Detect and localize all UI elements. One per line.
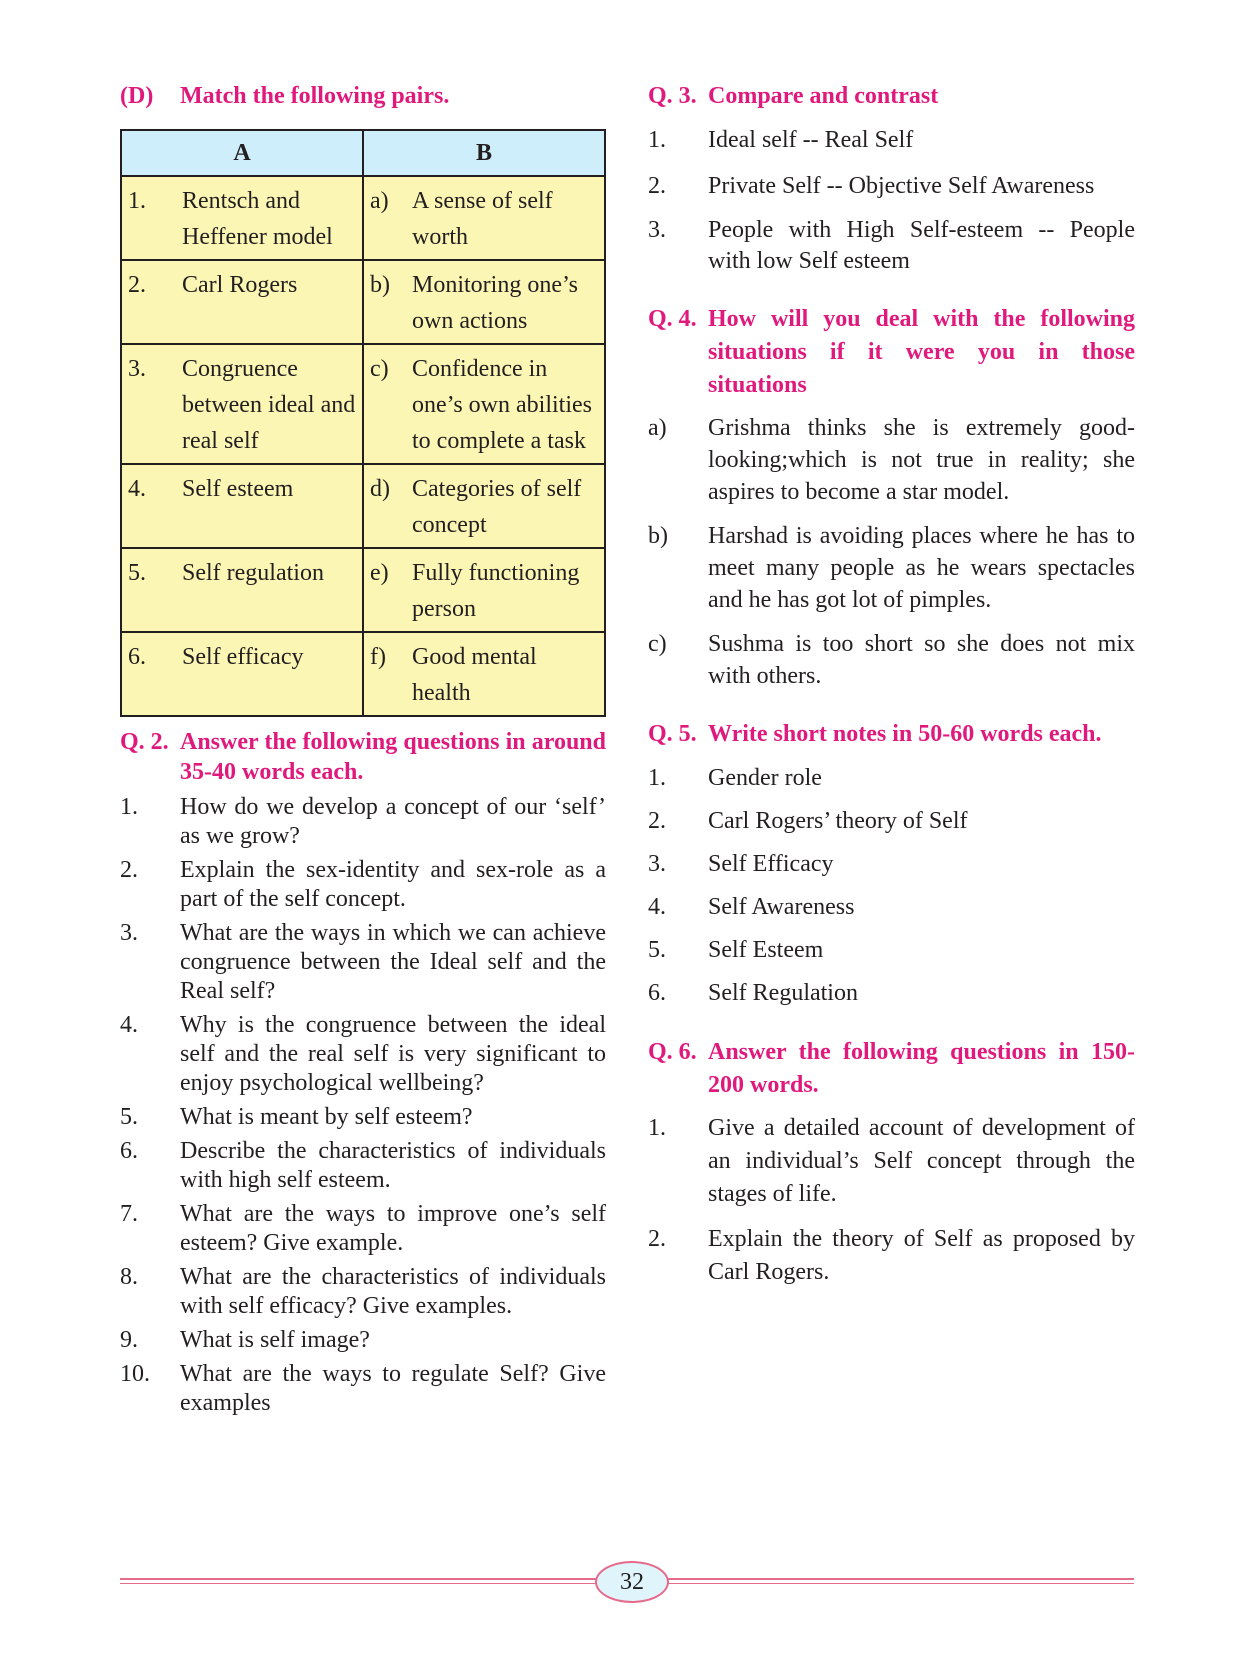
- list-item: [120, 919, 606, 1006]
- item-text: How do we develop a concept of our ‘self’ as we grow?: [180, 794, 606, 849]
- item-number: 7.: [120, 1201, 138, 1227]
- item-number: b): [648, 523, 668, 549]
- list-item: [648, 628, 1135, 692]
- item-text: Harshad is avoiding places where he has to meet many people as he wears spectacles and he has got lot of pimples.: [708, 523, 1135, 613]
- cell-b-text: A sense of self worth: [412, 188, 553, 250]
- list-item: [120, 1326, 606, 1355]
- q6-heading: [648, 1036, 1135, 1102]
- list-item: [648, 1112, 1135, 1211]
- list-item: [120, 1137, 606, 1195]
- q3-number: Q. 3.: [648, 83, 697, 109]
- item-text: Explain the theory of Self as proposed by Carl Rogers.: [708, 1226, 1135, 1285]
- q6-list: [648, 1112, 1135, 1289]
- table-cell-a: [121, 464, 363, 548]
- list-item: [120, 1263, 606, 1321]
- cell-b-text: Confidence in one’s own abilities to complete a task: [412, 356, 592, 454]
- item-number: 5.: [648, 937, 666, 963]
- q5-number: Q. 5.: [648, 721, 697, 747]
- list-item: [648, 169, 1135, 203]
- item-text: Self Awareness: [708, 894, 855, 920]
- cell-b-letter: b): [370, 272, 390, 298]
- cell-a-number: 4.: [128, 476, 146, 502]
- list-item: [648, 520, 1135, 616]
- item-number: 4.: [648, 894, 666, 920]
- item-number: 2.: [648, 808, 666, 834]
- item-text: Give a detailed account of development of an individual’s Self concept through the stages of life.: [708, 1115, 1135, 1207]
- section-d-title: Match the following pairs.: [180, 83, 450, 109]
- cell-a-text: Self regulation: [182, 560, 324, 586]
- list-item: [120, 1200, 606, 1258]
- item-text: Ideal self -- Real Self: [708, 127, 914, 153]
- item-text: Self Esteem: [708, 937, 824, 963]
- table-row: [121, 548, 605, 632]
- q4-list: [648, 412, 1135, 692]
- q5-heading: [648, 718, 1135, 751]
- q2-list: [120, 793, 606, 1418]
- item-number: 3.: [648, 851, 666, 877]
- page-number: 32: [595, 1561, 669, 1603]
- item-number: 6.: [648, 980, 666, 1006]
- q4-title: How will you deal with the following situations if it were you in those situations: [708, 306, 1135, 398]
- q3-list: [648, 123, 1135, 277]
- right-column: [648, 80, 1135, 1301]
- table-cell-b: [363, 548, 605, 632]
- cell-b-letter: d): [370, 476, 390, 502]
- table-row: [121, 464, 605, 548]
- table-cell-a: [121, 548, 363, 632]
- item-number: 8.: [120, 1264, 138, 1290]
- item-number: 10.: [120, 1361, 150, 1387]
- cell-a-number: 1.: [128, 188, 146, 214]
- item-text: What are the ways to improve one’s self esteem? Give example.: [180, 1201, 606, 1256]
- left-column: [120, 80, 606, 1423]
- table-row: [121, 176, 605, 260]
- item-number: 5.: [120, 1104, 138, 1130]
- item-text: Private Self -- Objective Self Awareness: [708, 173, 1095, 199]
- cell-a-number: 5.: [128, 560, 146, 586]
- column-a-header: A: [121, 130, 363, 176]
- q5-title: Write short notes in 50-60 words each.: [708, 721, 1102, 747]
- list-item: [648, 1223, 1135, 1289]
- item-number: 1.: [648, 127, 666, 153]
- q4-heading: [648, 303, 1135, 402]
- table-row: [121, 344, 605, 464]
- list-item: [648, 804, 1135, 838]
- table-cell-b: [363, 344, 605, 464]
- list-item: [648, 761, 1135, 795]
- table-cell-a: [121, 344, 363, 464]
- cell-b-letter: f): [370, 644, 386, 670]
- cell-b-text: Fully functioning person: [412, 560, 580, 622]
- list-item: [648, 933, 1135, 967]
- list-item: [120, 1011, 606, 1098]
- item-number: 4.: [120, 1012, 138, 1038]
- item-text: Self Efficacy: [708, 851, 834, 877]
- cell-a-number: 6.: [128, 644, 146, 670]
- item-number: 1.: [120, 794, 138, 820]
- table-cell-b: [363, 464, 605, 548]
- list-item: [648, 976, 1135, 1010]
- list-item: [648, 215, 1135, 277]
- item-number: 2.: [648, 173, 666, 199]
- item-number: 6.: [120, 1138, 138, 1164]
- item-text: What is self image?: [180, 1327, 370, 1353]
- item-number: a): [648, 415, 667, 441]
- cell-a-number: 3.: [128, 356, 146, 382]
- table-cell-b: [363, 260, 605, 344]
- item-number: 3.: [648, 217, 666, 243]
- table-cell-b: [363, 632, 605, 716]
- cell-a-number: 2.: [128, 272, 146, 298]
- item-number: 1.: [648, 1115, 666, 1141]
- q2-heading: [120, 727, 606, 787]
- list-item: [120, 793, 606, 851]
- item-number: 9.: [120, 1327, 138, 1353]
- column-b-header: B: [363, 130, 605, 176]
- table-cell-a: [121, 260, 363, 344]
- cell-a-text: Carl Rogers: [182, 272, 298, 298]
- item-text: Gender role: [708, 765, 822, 791]
- list-item: [120, 1360, 606, 1418]
- item-number: 2.: [648, 1226, 666, 1252]
- item-number: c): [648, 631, 667, 657]
- item-text: What are the characteristics of individuals with self efficacy? Give examples.: [180, 1264, 606, 1319]
- cell-a-text: Self efficacy: [182, 644, 304, 670]
- cell-b-letter: e): [370, 560, 389, 586]
- list-item: [648, 847, 1135, 881]
- cell-a-text: Self esteem: [182, 476, 294, 502]
- item-text: Sushma is too short so she does not mix with others.: [708, 631, 1135, 689]
- q4-number: Q. 4.: [648, 306, 697, 332]
- section-d-heading: [120, 80, 606, 113]
- list-item: [648, 123, 1135, 157]
- q6-title: Answer the following questions in 150-200 words.: [708, 1039, 1135, 1098]
- item-number: 2.: [120, 857, 138, 883]
- q2-title: Answer the following questions in around 35-40 words each.: [180, 729, 606, 785]
- cell-b-letter: c): [370, 356, 389, 382]
- cell-a-text: Rentsch and Heffener model: [182, 188, 333, 250]
- q3-title: Compare and contrast: [708, 83, 939, 109]
- list-item: [648, 412, 1135, 508]
- cell-b-text: Categories of self concept: [412, 476, 582, 538]
- cell-b-letter: a): [370, 188, 389, 214]
- item-text: Describe the characteristics of individuals with high self esteem.: [180, 1138, 606, 1193]
- item-text: What is meant by self esteem?: [180, 1104, 473, 1130]
- table-cell-a: [121, 632, 363, 716]
- item-text: Self Regulation: [708, 980, 858, 1006]
- q6-number: Q. 6.: [648, 1039, 697, 1065]
- item-text: Carl Rogers’ theory of Self: [708, 808, 968, 834]
- item-text: Explain the sex-identity and sex-role as a part of the self concept.: [180, 857, 606, 912]
- cell-a-text: Congruence between ideal and real self: [182, 356, 356, 454]
- cell-b-text: Good mental health: [412, 644, 537, 706]
- item-text: Why is the congruence between the ideal self and the real self is very significant to enjoy psychological wellbeing?: [180, 1012, 606, 1096]
- item-text: What are the ways to regulate Self? Give examples: [180, 1361, 606, 1416]
- item-number: 1.: [648, 765, 666, 791]
- q2-number: Q. 2.: [120, 729, 169, 755]
- item-text: What are the ways in which we can achieve congruence between the Ideal self and the Real self?: [180, 920, 606, 1004]
- table-cell-b: [363, 176, 605, 260]
- table-header-row: [121, 130, 605, 176]
- table-row: [121, 260, 605, 344]
- list-item: [120, 1103, 606, 1132]
- list-item: [120, 856, 606, 914]
- cell-b-text: Monitoring one’s own actions: [412, 272, 578, 334]
- table-cell-a: [121, 176, 363, 260]
- table-row: [121, 632, 605, 716]
- section-d-number: (D): [120, 83, 154, 109]
- item-text: Grishma thinks she is extremely good-looking;which is not true in reality; she aspires to become a star model.: [708, 415, 1135, 505]
- item-number: 3.: [120, 920, 138, 946]
- match-pairs-table: [120, 129, 606, 717]
- item-text: People with High Self-esteem -- People with low Self esteem: [708, 217, 1135, 274]
- list-item: [648, 890, 1135, 924]
- q5-list: [648, 761, 1135, 1010]
- q3-heading: [648, 80, 1135, 113]
